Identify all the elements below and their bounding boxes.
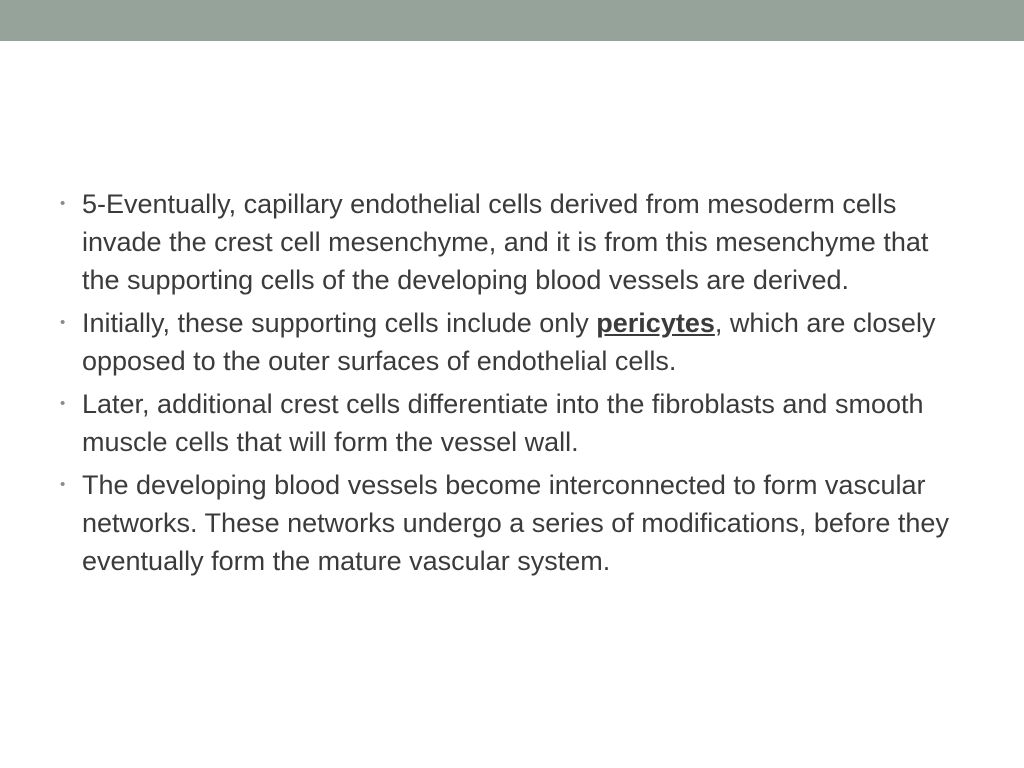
bullet-marker: •	[60, 395, 66, 412]
top-header-bar	[0, 0, 1024, 41]
bullet-item-1	[60, 185, 965, 299]
term-pericytes: pericytes	[596, 308, 715, 338]
bullet-text-before: Initially, these supporting cells include only	[82, 308, 597, 338]
bullet-item-4	[60, 466, 965, 580]
slide-content	[60, 185, 965, 585]
bullet-text: Later, additional crest cells differentiate into the fibroblasts and smooth muscle cells that will form the vessel wall.	[82, 389, 924, 457]
bullet-text: The developing blood vessels become interconnected to form vascular networks. These networks undergo a series of modifications, before they eventually form the mature vascular system.	[82, 470, 949, 576]
bullet-text-after: , which are closely opposed to the outer surfaces of endothelial cells.	[82, 308, 936, 376]
bullet-item-3	[60, 385, 965, 461]
bullet-marker: •	[60, 476, 66, 493]
bullet-item-2	[60, 304, 965, 380]
bullet-text: 5-Eventually, capillary endothelial cells derived from mesoderm cells invade the crest cell mesenchyme, and it is from this mesenchyme that the supporting cells of the developing blood vessels are derived.	[82, 189, 929, 295]
bullet-marker: •	[60, 314, 66, 331]
bullet-marker: •	[60, 195, 66, 212]
bullet-list	[60, 185, 965, 580]
